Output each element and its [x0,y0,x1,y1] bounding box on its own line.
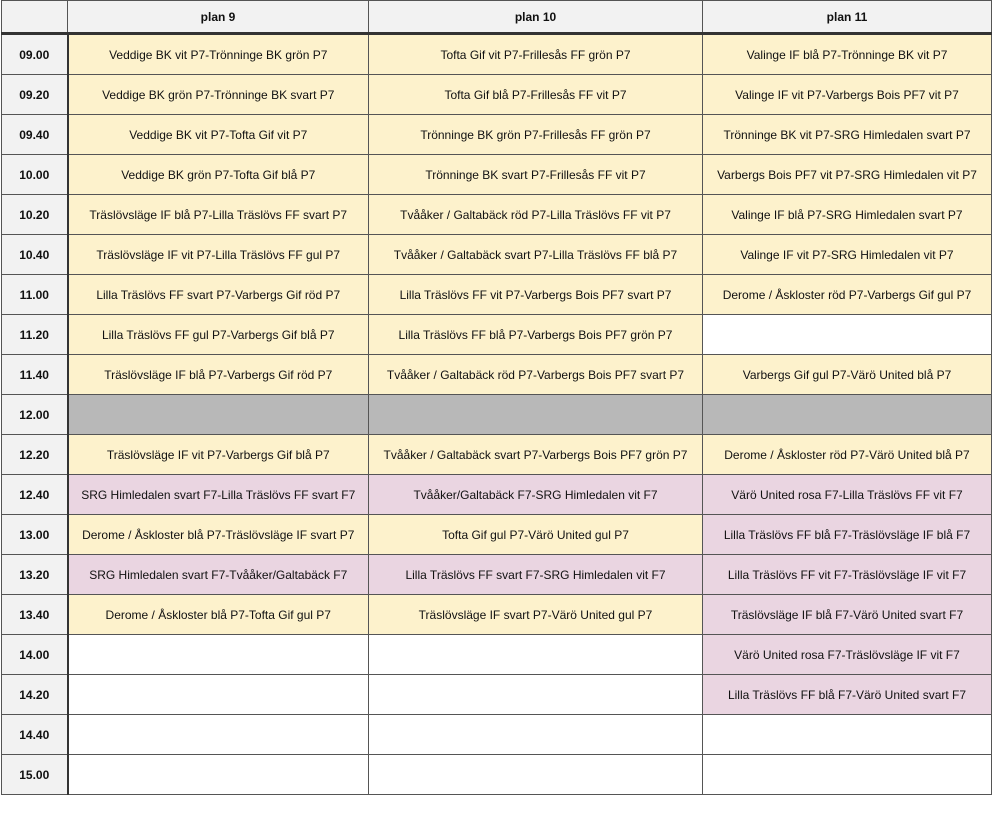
match-cell-plan10 [369,715,703,755]
table-row [2,155,992,195]
match-cell-plan10: Tvååker / Galtabäck svart P7-Lilla Träslövs FF blå P7 [369,235,703,275]
match-cell-plan10: Tvååker/Galtabäck F7-SRG Himledalen vit F7 [369,475,703,515]
time-cell: 13.20 [2,555,68,595]
header-corner [2,1,68,34]
table-row [2,475,992,515]
match-cell-plan9: Lilla Träslövs FF svart P7-Varbergs Gif röd P7 [68,275,369,315]
table-row [2,555,992,595]
break-cell-plan10 [369,395,703,435]
match-cell-plan9: Träslövsläge IF blå P7-Varbergs Gif röd P7 [68,355,369,395]
table-row [2,755,992,795]
table-row [2,34,992,75]
match-cell-plan11: Träslövsläge IF blå F7-Värö United svart F7 [703,595,992,635]
table-row [2,75,992,115]
match-cell-plan11 [703,755,992,795]
match-cell-plan9: Derome / Åskloster blå P7-Tofta Gif gul P7 [68,595,369,635]
match-cell-plan11: Valinge IF blå P7-SRG Himledalen svart P7 [703,195,992,235]
match-cell-plan10: Tvååker / Galtabäck röd P7-Lilla Träslövs FF vit P7 [369,195,703,235]
match-cell-plan11: Valinge IF blå P7-Trönninge BK vit P7 [703,34,992,75]
match-cell-plan10 [369,635,703,675]
match-cell-plan9: Lilla Träslövs FF gul P7-Varbergs Gif blå P7 [68,315,369,355]
match-cell-plan9 [68,715,369,755]
match-cell-plan10: Tvååker / Galtabäck svart P7-Varbergs Bois PF7 grön P7 [369,435,703,475]
time-cell: 12.20 [2,435,68,475]
match-cell-plan10: Tvååker / Galtabäck röd P7-Varbergs Bois PF7 svart P7 [369,355,703,395]
match-cell-plan11: Valinge IF vit P7-Varbergs Bois PF7 vit P7 [703,75,992,115]
schedule-table [1,0,992,795]
table-row [2,235,992,275]
match-cell-plan10: Tofta Gif blå P7-Frillesås FF vit P7 [369,75,703,115]
match-cell-plan9: Veddige BK grön P7-Trönninge BK svart P7 [68,75,369,115]
match-cell-plan11: Varbergs Gif gul P7-Värö United blå P7 [703,355,992,395]
match-cell-plan11: Derome / Åskloster röd P7-Varbergs Gif gul P7 [703,275,992,315]
match-cell-plan10: Trönninge BK svart P7-Frillesås FF vit P7 [369,155,703,195]
table-row [2,515,992,555]
match-cell-plan9: Derome / Åskloster blå P7-Träslövsläge IF svart P7 [68,515,369,555]
match-cell-plan9: Veddige BK vit P7-Tofta Gif vit P7 [68,115,369,155]
table-row [2,275,992,315]
match-cell-plan9: SRG Himledalen svart F7-Tvååker/Galtabäck F7 [68,555,369,595]
match-cell-plan11: Lilla Träslövs FF blå F7-Träslövsläge IF blå F7 [703,515,992,555]
table-row [2,435,992,475]
match-cell-plan11: Varbergs Bois PF7 vit P7-SRG Himledalen vit P7 [703,155,992,195]
match-cell-plan11: Derome / Åskloster röd P7-Värö United blå P7 [703,435,992,475]
match-cell-plan9: Veddige BK grön P7-Tofta Gif blå P7 [68,155,369,195]
table-row [2,635,992,675]
match-cell-plan11 [703,315,992,355]
table-row [2,675,992,715]
match-cell-plan10 [369,755,703,795]
match-cell-plan11: Trönninge BK vit P7-SRG Himledalen svart P7 [703,115,992,155]
match-cell-plan9: SRG Himledalen svart F7-Lilla Träslövs FF svart F7 [68,475,369,515]
match-cell-plan10: Tofta Gif gul P7-Värö United gul P7 [369,515,703,555]
match-cell-plan11: Valinge IF vit P7-SRG Himledalen vit P7 [703,235,992,275]
match-cell-plan9: Träslövsläge IF blå P7-Lilla Träslövs FF svart P7 [68,195,369,235]
match-cell-plan10: Träslövsläge IF svart P7-Värö United gul P7 [369,595,703,635]
match-cell-plan10: Trönninge BK grön P7-Frillesås FF grön P7 [369,115,703,155]
match-cell-plan10: Lilla Träslövs FF blå P7-Varbergs Bois PF7 grön P7 [369,315,703,355]
header-plan-11: plan 11 [703,1,992,34]
time-cell: 10.20 [2,195,68,235]
header-row [2,1,992,34]
time-cell: 14.40 [2,715,68,755]
time-cell: 14.20 [2,675,68,715]
match-cell-plan11: Lilla Träslövs FF blå F7-Värö United svart F7 [703,675,992,715]
table-row [2,115,992,155]
header-plan-9: plan 9 [68,1,369,34]
match-cell-plan10: Lilla Träslövs FF svart F7-SRG Himledalen vit F7 [369,555,703,595]
time-cell: 13.00 [2,515,68,555]
table-row [2,355,992,395]
time-cell: 10.00 [2,155,68,195]
time-cell: 09.00 [2,34,68,75]
match-cell-plan9 [68,675,369,715]
match-cell-plan9: Träslövsläge IF vit P7-Lilla Träslövs FF gul P7 [68,235,369,275]
table-row [2,715,992,755]
time-cell: 11.20 [2,315,68,355]
time-cell: 09.40 [2,115,68,155]
time-cell: 12.00 [2,395,68,435]
match-cell-plan11 [703,715,992,755]
match-cell-plan11: Lilla Träslövs FF vit F7-Träslövsläge IF vit F7 [703,555,992,595]
match-cell-plan10 [369,675,703,715]
table-row [2,395,992,435]
time-cell: 14.00 [2,635,68,675]
time-cell: 15.00 [2,755,68,795]
match-cell-plan11: Värö United rosa F7-Lilla Träslövs FF vit F7 [703,475,992,515]
match-cell-plan9: Träslövsläge IF vit P7-Varbergs Gif blå P7 [68,435,369,475]
table-row [2,315,992,355]
match-cell-plan10: Tofta Gif vit P7-Frillesås FF grön P7 [369,34,703,75]
table-row [2,195,992,235]
time-cell: 09.20 [2,75,68,115]
table-row [2,595,992,635]
match-cell-plan10: Lilla Träslövs FF vit P7-Varbergs Bois PF7 svart P7 [369,275,703,315]
time-cell: 13.40 [2,595,68,635]
match-cell-plan9: Veddige BK vit P7-Trönninge BK grön P7 [68,34,369,75]
match-cell-plan9 [68,635,369,675]
time-cell: 11.00 [2,275,68,315]
match-cell-plan11: Värö United rosa F7-Träslövsläge IF vit F7 [703,635,992,675]
time-cell: 12.40 [2,475,68,515]
time-cell: 10.40 [2,235,68,275]
match-cell-plan9 [68,755,369,795]
header-plan-10: plan 10 [369,1,703,34]
break-cell-plan11 [703,395,992,435]
break-cell-plan9 [68,395,369,435]
time-cell: 11.40 [2,355,68,395]
